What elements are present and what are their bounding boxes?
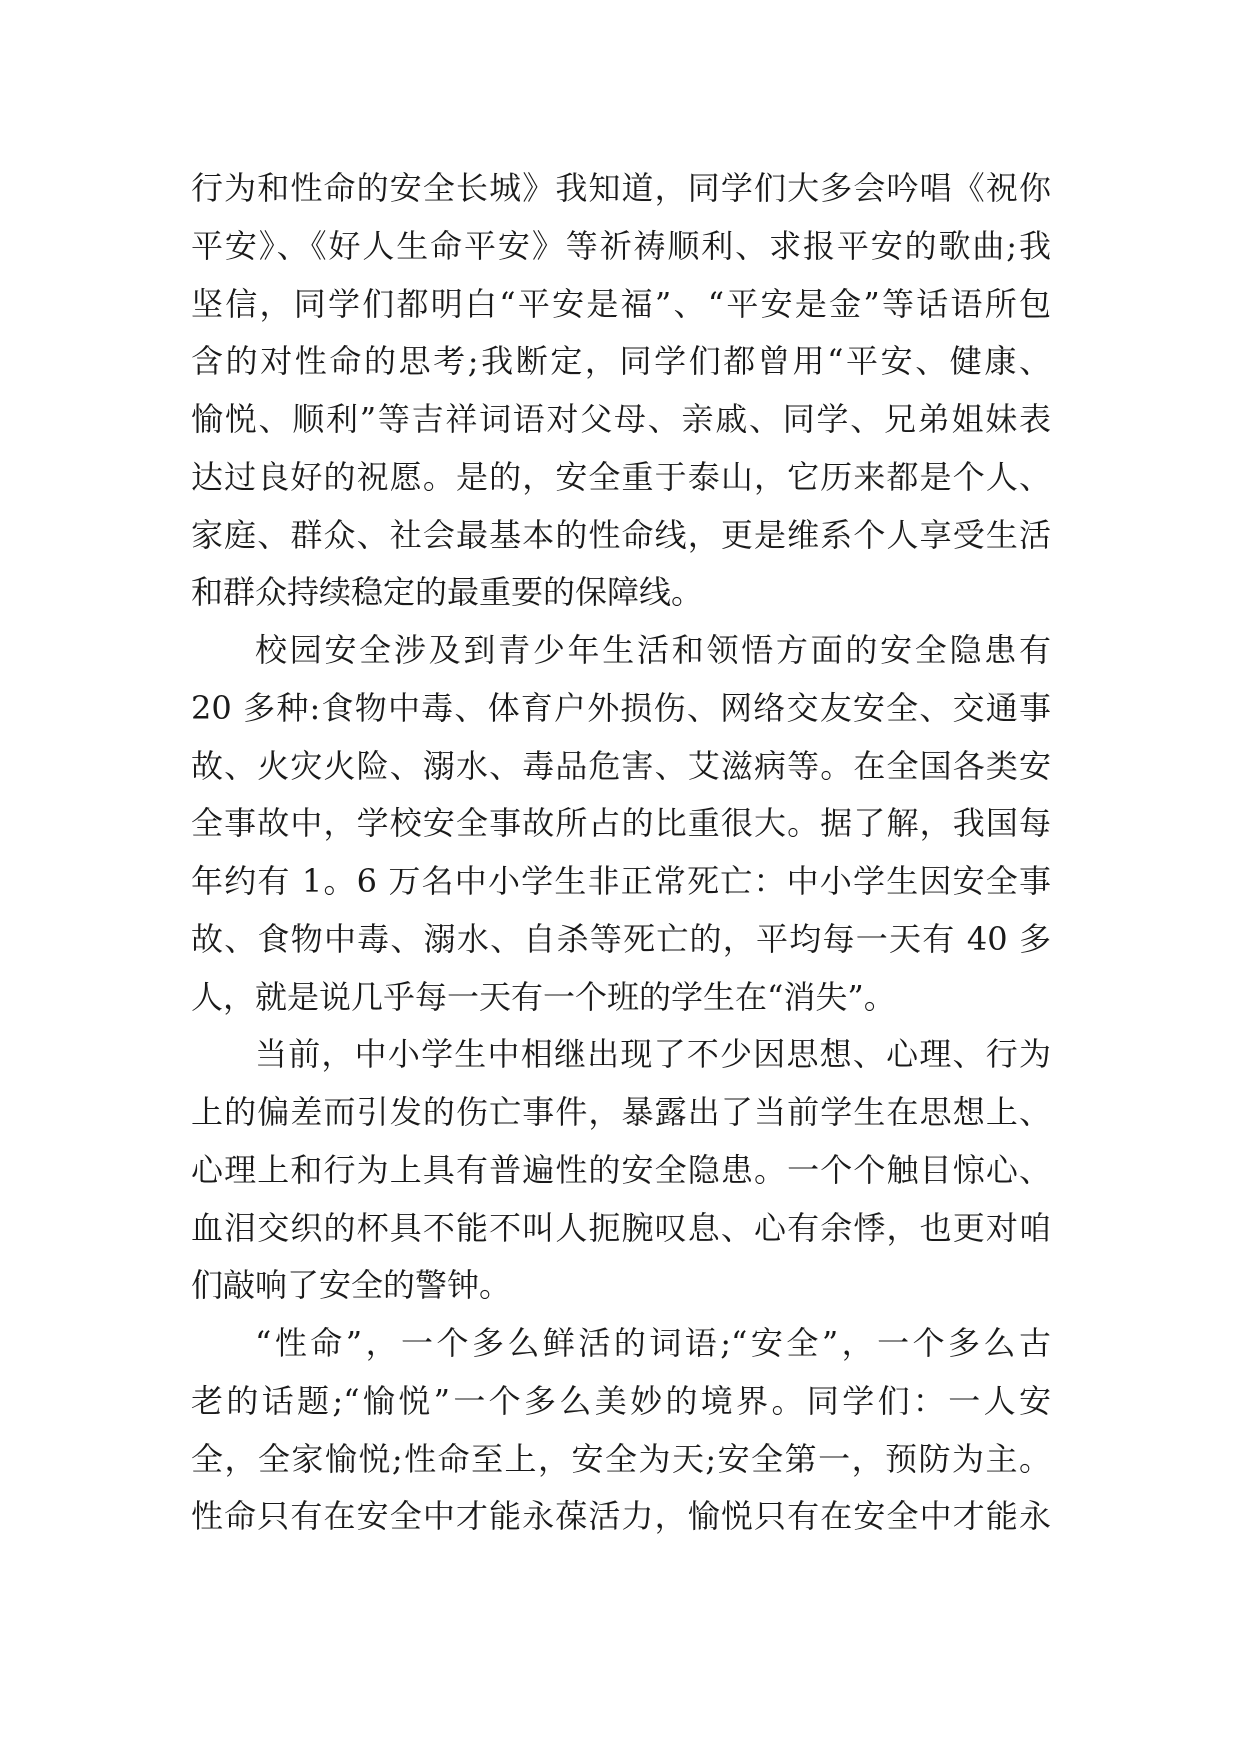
text-line: “性命”，一个多么鲜活的词语;“安全”，一个多么古 xyxy=(255,1324,1051,1362)
text-line: 全，全家愉悦;性命至上，安全为天;安全第一，预防为主。 xyxy=(191,1439,1051,1478)
text-line: 年约有 1。6 万名中小学生非正常死亡：中小学生因安全事 xyxy=(191,862,1051,900)
text-line: 含的对性命的思考;我断定，同学们都曾用“平安、健康、 xyxy=(191,342,1051,381)
text-line: 20 多种:食物中毒、体育户外损伤、网络交友安全、交通事 xyxy=(191,688,1051,727)
text-line: 行为和性命的安全长城》我知道，同学们大多会吟唱《祝你 xyxy=(191,169,1051,207)
text-line: 故、火灾火险、溺水、毒品危害、艾滋病等。在全国各类安 xyxy=(191,746,1051,785)
text-line: 愉悦、顺利”等吉祥词语对父母、亲戚、同学、兄弟姐妹表 xyxy=(191,400,1051,438)
text-line: 平安》、《好人生命平安》等祈祷顺利、求报平安的歌曲;我 xyxy=(191,226,1051,265)
text-line: 坚信，同学们都明白“平安是福”、“平安是金”等话语所包 xyxy=(191,284,1051,323)
text-line: 血泪交织的杯具不能不叫人扼腕叹息、心有余悸，也更对咱 xyxy=(191,1208,1051,1247)
text-line: 性命只有在安全中才能永葆活力，愉悦只有在安全中才能永 xyxy=(191,1497,1051,1536)
body-text xyxy=(191,160,1051,1546)
text-line: 故、食物中毒、溺水、自杀等死亡的，平均每一天有 40 多 xyxy=(191,919,1051,958)
text-line: 人，就是说几乎每一天有一个班的学生在“消失”。 xyxy=(191,977,896,1016)
text-line: 家庭、群众、社会最基本的性命线，更是维系个人享受生活 xyxy=(191,515,1051,554)
text-line: 上的偏差而引发的伤亡事件，暴露出了当前学生在思想上、 xyxy=(191,1093,1051,1131)
text-line: 和群众持续稳定的最重要的保障线。 xyxy=(191,573,704,612)
text-line: 达过良好的祝愿。是的，安全重于泰山，它历来都是个人、 xyxy=(191,457,1051,496)
text-line: 当前，中小学生中相继出现了不少因思想、心理、行为 xyxy=(255,1035,1051,1074)
text-line: 老的话题;“愉悦”一个多么美妙的境界。同学们：一人安 xyxy=(191,1381,1051,1420)
text-line: 全事故中，学校安全事故所占的比重很大。据了解，我国每 xyxy=(191,804,1051,843)
text-line: 校园安全涉及到青少年生活和领悟方面的安全隐患有 xyxy=(255,631,1051,669)
text-line: 心理上和行为上具有普遍性的安全隐患。一个个触目惊心、 xyxy=(191,1150,1051,1189)
text-line: 们敲响了安全的警钟。 xyxy=(191,1266,512,1305)
